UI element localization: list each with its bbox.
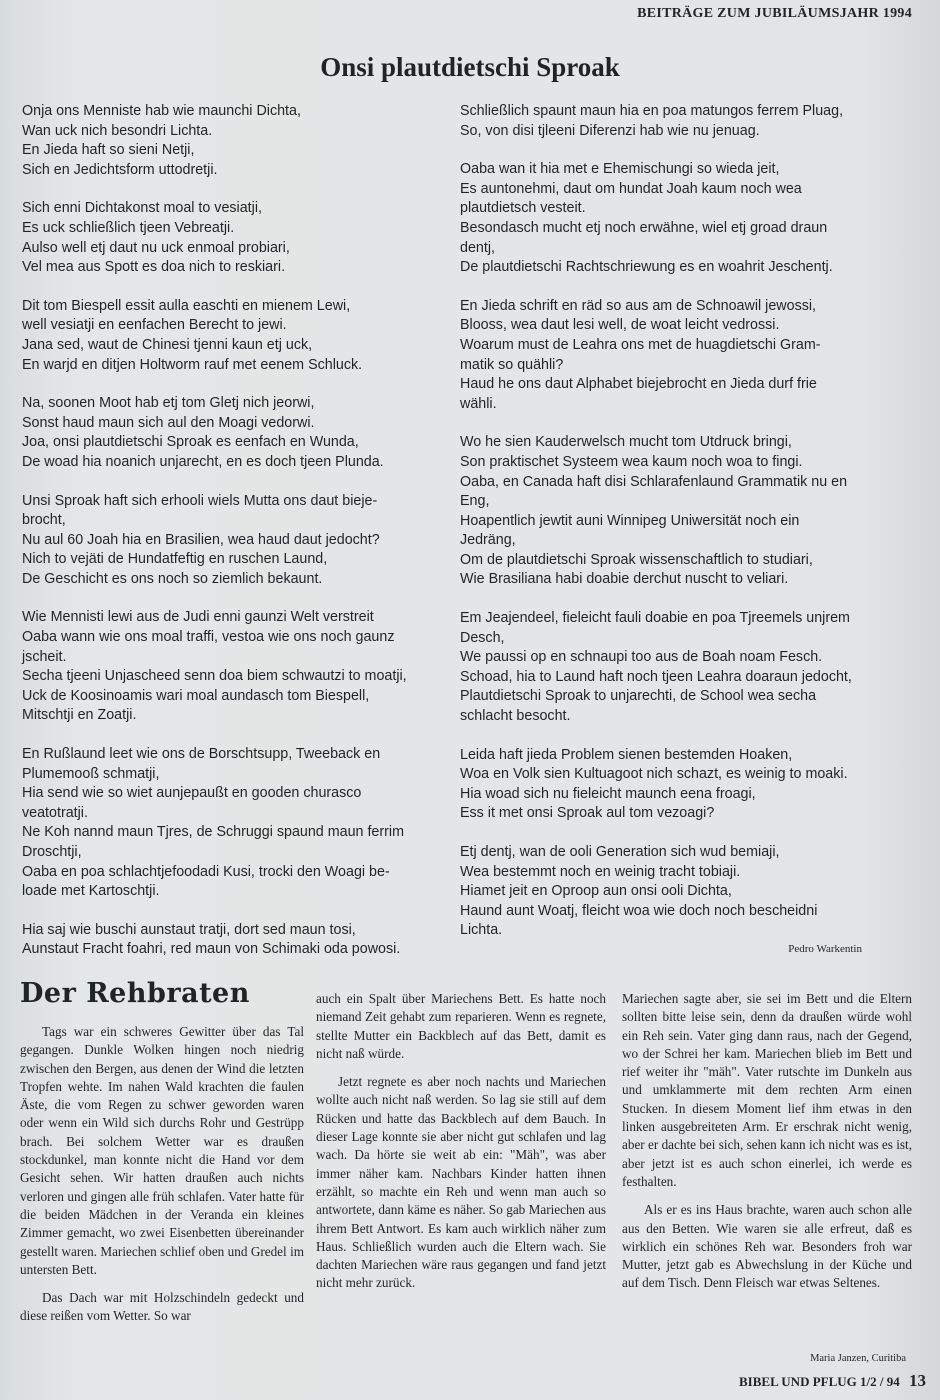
poem-line: We paussi op en schnaupi too aus de Boah noam Fesch. [460, 649, 823, 666]
poem-line: Sich en Jedichtsform uttodretji. [22, 161, 218, 178]
poem-line: Om de plautdietschi Sproak wissenschaftlich to studiari, [460, 551, 813, 568]
poem-line: Leida haft jieda Problem sienen bestemden Hoaken, [460, 746, 793, 763]
poem-stanza [22, 921, 458, 960]
poem-line: jscheit. [22, 648, 67, 665]
poem-line: Ess it met onsi Sproak aul tom vezoagi? [460, 805, 715, 822]
poem-line: Joa, onsi plautdietschi Sproak es eenfach en Wunda, [22, 434, 359, 451]
story-paragraph: Das Dach war mit Holzschindeln gedeckt und diese reißen vom Wetter. So war [20, 1290, 304, 1324]
poem-line: Haud he ons daut Alphabet biejebrocht en Jieda durf frie [460, 376, 817, 393]
poem-line: Dit tom Biespell essit aulla easchti en mienem Lewi, [22, 297, 351, 314]
issue-number: 1/2 / 94 [860, 1374, 900, 1389]
poem-stanza [22, 608, 458, 726]
poem-line: De plautdietschi Rachtschriewung es en woahrit Jeschentj. [460, 259, 833, 276]
poem-line: Wo he sien Kauderwelsch mucht tom Utdruck bringi, [460, 434, 792, 451]
poem-stanza [22, 199, 458, 277]
poem-line: Wie Mennisti lewi aus de Judi enni gaunzi Welt verstreit [22, 609, 374, 626]
poem-line: Droschtji, [22, 844, 82, 860]
poem-line: schlacht besocht. [460, 708, 571, 725]
poem-line: Jana sed, waut de Chinesi tjenni kaun etj uck, [22, 336, 313, 353]
poem-line: De woad hia noanich unjarecht, en es doch tjeen Plunda. [22, 453, 384, 470]
poem-line: Hia send wie so wiet aunjepaußt en gooden churasco [22, 785, 362, 802]
poem-stanza [22, 394, 458, 472]
poem-line: Vel mea aus Spott es doa nich to reskiari. [22, 259, 286, 276]
story-column-3 [622, 990, 912, 1303]
poem-line: Unsi Sproak haft sich erhooli wiels Mutta ons daut bieje- [22, 492, 378, 509]
poem-line: Oaba wan it hia met e Ehemischungi so wieda jeit, [460, 161, 780, 178]
page-header: BEITRÄGE ZUM JUBILÄUMSJAHR 1994 [637, 6, 912, 21]
poem-line: Oaba wann wie ons moal traffi, vestoa wie ons noch gaunz [22, 629, 395, 646]
poem-line: Ne Koh nannd maun Tjres, de Schruggi spaund maun ferrim [22, 824, 404, 841]
poem-stanza [460, 433, 912, 590]
poem-line: Aulso well etj daut nu uck enmoal probiari, [22, 239, 290, 256]
poem-line: De Geschicht es ons noch so ziemlich bekaunt. [22, 570, 323, 587]
poem-line: Schließlich spaunt maun hia en poa matungos ferrem Pluag, [460, 103, 844, 119]
poem-right-column [460, 102, 912, 960]
poem-line: matik so quähli? [460, 356, 564, 373]
poem-line: Hia woad sich nu fieleicht maunch eena froagi, [460, 785, 756, 802]
poem-stanza [22, 297, 458, 375]
poem-line: Etj dentj, wan de ooli Generation sich wud bemiaji, [460, 844, 780, 860]
poem-line: Sonst haud maun sich aul den Moagi vedorwi. [22, 414, 315, 431]
story-title: Der Rehbraten [20, 978, 250, 1009]
poem-line: Secha tjeeni Unjascheed senn doa biem schwautzi to moatji, [22, 668, 407, 685]
poem-line: wähli. [460, 395, 497, 412]
poem-stanza [22, 745, 458, 902]
poem-line: Wan uck nich besondri Lichta. [22, 122, 213, 139]
poem-stanza [460, 746, 912, 824]
story-column-2 [316, 990, 606, 1303]
story-paragraph: auch ein Spalt über Mariechens Bett. Es hatte noch niemand Zeit gehabt zum reparieren. Wenn es regnete, stellte Mutter ein Backblech auf das Bett, damit es nicht naß würde. [316, 991, 606, 1061]
poem-line: Wea bestemmt noch en weinig tracht tobiaji. [460, 863, 741, 880]
poem-line: Lichta. [460, 922, 503, 939]
poem-line: loade met Kartoschtji. [22, 883, 160, 900]
story-author: Maria Janzen, Curitiba [810, 1353, 906, 1364]
poem-line: En Rußlaund leet wie ons de Borschtsupp, Tweeback en [22, 746, 381, 763]
poem-line: Nich to vejäti de Hundatfeftig en ruschen Laund, [22, 551, 328, 568]
page-footer [739, 1371, 926, 1391]
poem-line: Hiamet jeit en Oproop aun onsi ooli Dichta, [460, 883, 732, 900]
poem-line: Onja ons Menniste hab wie maunchi Dichta, [22, 103, 301, 119]
poem-line: Jedräng, [460, 532, 516, 549]
poem-line: well vesiatji en eenfachen Berecht to jewi. [22, 317, 287, 334]
poem-line: Oaba, en Canada haft disi Schlarafenlaund Grammatik nu en [460, 473, 848, 490]
story-column-1 [20, 1023, 304, 1336]
poem-stanza [22, 102, 458, 180]
poem-line: Oaba en poa schlachtjefoodadi Kusi, trocki den Woagi be- [22, 863, 390, 880]
poem-author: Pedro Warkentin [788, 943, 862, 955]
poem-line: Woarum must de Leahra ons met de huagdietschi Gram- [460, 336, 821, 353]
poem-line: veatotratji. [22, 804, 88, 821]
poem-line: So, von disi tjleeni Diferenzi hab wie nu jenuag. [460, 122, 760, 139]
story-paragraph: Als er es ins Haus brachte, waren auch schon alle aus den Betten. Wie waren sie alle erfreut, daß es wirklich ein schönes Reh war. Besonders froh war Mutter, jetzt gab es Abwechslung in der Küche und auf dem Tisch. Denn Fleisch war etwas Seltenes. [622, 1202, 912, 1291]
poem-stanza [460, 843, 912, 941]
poem-line: Na, soonen Moot hab etj tom Gletj nich jeorwi, [22, 395, 315, 412]
poem-line: Es auntonehmi, daut om hundat Joah kaum noch wea [460, 180, 802, 197]
poem-line: Besondasch mucht etj noch erwähne, wiel etj groad draun [460, 219, 828, 236]
poem-line: Nu aul 60 Joah hia en Brasilien, wea haud daut jedocht? [22, 531, 380, 548]
poem-line: dentj, [460, 239, 495, 256]
poem-line: brocht, [22, 512, 66, 529]
poem-line: Plautdietschi Sproak to unjarechti, de School wea secha [460, 688, 817, 705]
poem-line: Hia saj wie buschi aunstaut tratji, dort sed maun tosi, [22, 921, 356, 938]
poem-line: En Jieda haft so sieni Netji, [22, 142, 195, 159]
poem-stanza [460, 297, 912, 415]
poem-stanza [22, 492, 458, 590]
poem-stanza [460, 160, 912, 278]
poem-line: En Jieda schrift en räd so aus am de Schnoawil jewossi, [460, 297, 817, 314]
poem-line: Haund aunt Woatj, fleicht woa wie doch noch bescheidni [460, 902, 818, 919]
poem-line: Em Jeajendeel, fieleicht fauli doabie en poa Tjreemels unjrem [460, 610, 850, 627]
poem-line: Sich enni Dichtakonst moal to vesiatji, [22, 200, 262, 217]
poem-line: Schoad, hia to Laund haft noch tjeen Leahra doaraun jedocht, [460, 668, 852, 685]
poem-line: Uck de Koosinoamis wari moal aundasch tom Biespell, [22, 687, 370, 704]
poem-line: Blooss, wea daut lesi well, de woat leicht vedrossi. [460, 317, 780, 334]
poem-line: Desch, [460, 629, 505, 646]
page-number: 13 [909, 1371, 926, 1390]
poem-line: Son praktischet Systeem wea kaum noch woa to fingi. [460, 453, 803, 470]
story-paragraph: Jetzt regnete es aber noch nachts und Mariechen wollte auch nicht naß werden. So lag sie still auf dem Rücken und hatte das Backblech auf dem Bauch. In dieser Lage konnte sie aber nicht gut schlafen und lag wach. Da hörte sie weit ab ein: "Mäh", was aber immer näher kam. Nachbars Kinder hatten ihnen erzählt, so machte ein Reh und wenn man auch so antwortete, dann käme es näher. So gab Mariechen aus ihrem Bett Antwort. Es kam auch wirklich näher zum Haus. Schließlich wurden auch die Eltern wach. Sie dachten Mariechen wäre raus gegangen und fand jetzt nicht mehr zurück. [316, 1074, 606, 1291]
poem-line: Woa en Volk sien Kultuagoot nich schazt, es weinig to moaki. [460, 766, 848, 783]
poem-line: plautdietsch vesteit. [460, 200, 586, 217]
story-paragraph: Tags war ein schweres Gewitter über das Tal gegangen. Dunkle Wolken hingen noch niedrig zwischen den Bergen, aus denen der Wind die letzten Tropfen wehte. Im nahen Wald krachten die faulen Äste, die vom Regen zu schwer geworden waren oder wenn ein Wild sich durchs Rohr und Gestrüpp brach. Bei solchem Wetter war es draußen stockdunkel, man konnte nicht die Hand vor dem Gesicht sehen. Wir hatten draußen auch nichts verloren und gingen alle früh schlafen. Vater hatte für die beiden Mädchen in der Veranda ein kleines Zimmer gemacht, wo zwei Eisenbetten übereinander gestellt waren. Mariechen schlief oben und Gredel im untersten Bett. [20, 1024, 304, 1277]
poem-line: Plumemooß schmatji, [22, 765, 160, 782]
story-paragraph: Mariechen sagte aber, sie sei im Bett und die Eltern sollten bitte leise sein, denn da draußen würde wohl ein Reh sein. Vater ging dann raus, nach der Gegend, wo der Schrei her kam. Mariechen blieb im Bett und rief weiter ihr "mäh". Vater rutschte im Dunkeln aus und umklammerte mit dem rechten Arm einen Stucken. In diesem Moment lief ihm etwas in den linken ausgebreiteten Arm. Er erschrak nicht wenig, aber er dachte bei sich, sehen kann ich nicht was es ist, aber jetzt ist es auch schon einerlei, ich werde es festhalten. [622, 991, 912, 1189]
poem-line: Es uck schließlich tjeen Vebreatji. [22, 219, 235, 236]
poem-line: Hoapentlich jewtit auni Winnipeg Uniwersität noch ein [460, 512, 800, 529]
poem-title: Onsi plautdietschi Sproak [320, 52, 620, 82]
publication-name: BIBEL UND PFLUG [739, 1374, 857, 1389]
poem-stanza [460, 609, 912, 727]
poem-line: Wie Brasiliana habi doabie derchut nuscht to veliari. [460, 571, 789, 588]
poem-line: Aunstaut Fracht foahri, red maun von Schimaki oda powosi. [22, 941, 401, 958]
poem-line: Eng, [460, 493, 490, 510]
poem-line: Mitschtji en Zoatji. [22, 707, 137, 724]
poem-left-column [22, 102, 458, 979]
poem-line: En warjd en ditjen Holtworm rauf met eenem Schluck. [22, 356, 363, 373]
poem-stanza [460, 102, 912, 141]
